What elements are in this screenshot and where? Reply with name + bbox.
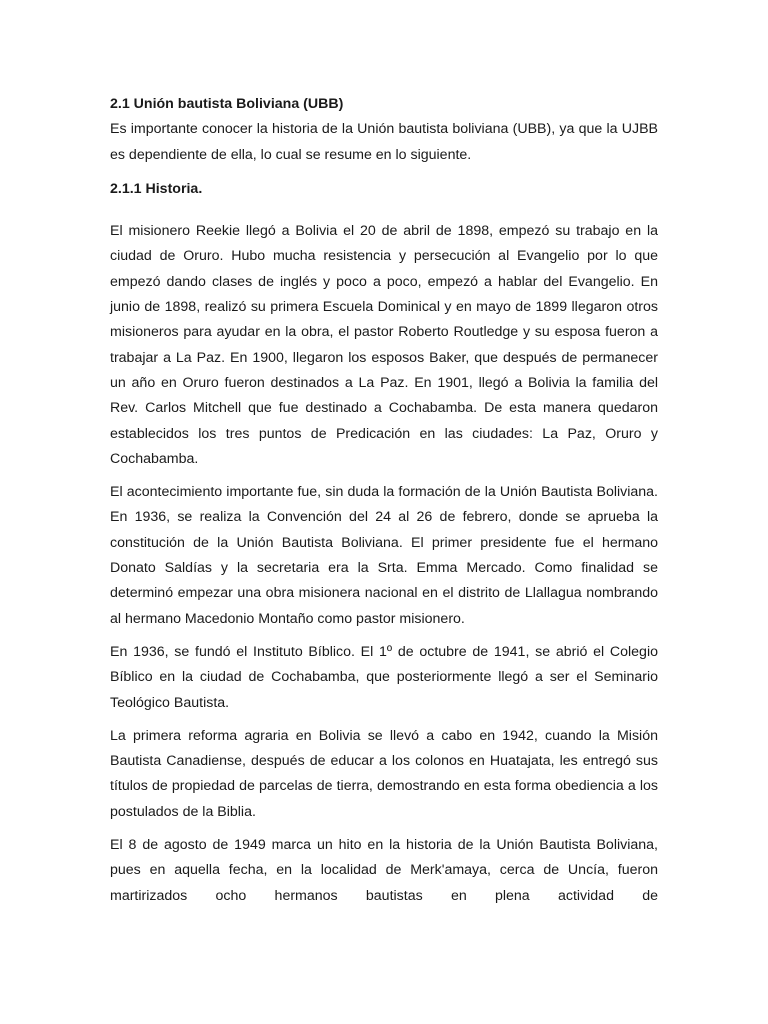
- section-heading: 2.1 Unión bautista Boliviana (UBB): [110, 96, 344, 112]
- history-paragraph-3: En 1936, se fundó el Instituto Bíblico. El 1º de octubre de 1941, se abrió el Colegio Bíblico en la ciudad de Cochabamba, que posteriormente llegó a ser el Seminario Teológico Bautista.: [110, 643, 658, 711]
- document-page: [110, 92, 658, 909]
- intro-paragraph: Es importante conocer la historia de la Unión bautista boliviana (UBB), ya que la UJBB es dependiente de ella, lo cual se resume en lo siguiente.: [110, 121, 658, 163]
- subsection-heading: 2.1.1 Historia.: [110, 180, 203, 197]
- history-paragraph-4: La primera reforma agraria en Bolivia se llevó a cabo en 1942, cuando la Misión Bautista Canadiense, después de educar a los colonos en Huatajata, les entregó sus títulos de propiedad de parcelas de tierra, demostrando en esta forma obediencia a los postulados de la Biblia.: [110, 727, 658, 820]
- history-paragraph-1: El misionero Reekie llegó a Bolivia el 20 de abril de 1898, empezó su trabajo en la ciudad de Oruro. Hubo mucha resistencia y persecución al Evangelio por lo que empezó dando clases de inglés y poco a poco, empezó a hablar del Evangelio. En junio de 1898, realizó su primera Escuela Dominical y en mayo de 1899 llegaron otros misioneros para ayudar en la obra, el pastor Roberto Routledge y su esposa fueron a trabajar a La Paz. En 1900, llegaron los esposos Baker, que después de permanecer un año en Oruro fueron destinados a La Paz. En 1901, llegó a Bolivia la familia del Rev. Carlos Mitchell que fue destinado a Cochabamba. De esta manera quedaron establecidos los tres puntos de Predicación en las ciudades: La Paz, Oruro y Cochabamba.: [110, 223, 658, 467]
- history-paragraph-5: El 8 de agosto de 1949 marca un hito en la historia de la Unión Bautista Boliviana, pues en aquella fecha, en la localidad de Merk'amaya, cerca de Uncía, fueron martirizados ocho hermanos bautistas en plena actividad de: [110, 837, 658, 904]
- history-paragraph-2: El acontecimiento importante fue, sin duda la formación de la Unión Bautista Boliviana. En 1936, se realiza la Convención del 24 al 26 de febrero, donde se aprueba la constitución de la Unión Bautista Boliviana. El primer presidente fue el hermano Donato Saldías y la secretaria era la Srta. Emma Mercado. Como finalidad se determinó empezar una obra misionera nacional en el distrito de Llallagua nombrando al hermano Macedonio Montaño como pastor misionero.: [110, 484, 658, 627]
